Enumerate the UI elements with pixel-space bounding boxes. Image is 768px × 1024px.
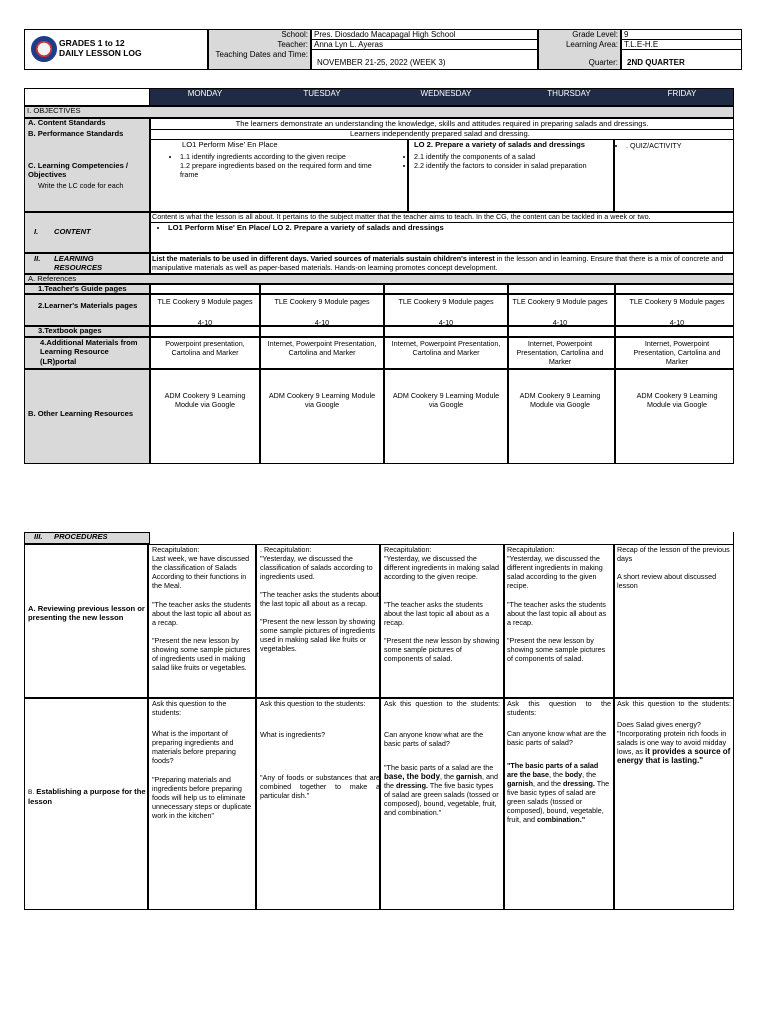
additional-value-tue: Internet, Powerpoint Presentation, Cartolina and Marker	[267, 339, 377, 357]
teacher-label: Teacher:	[277, 40, 308, 49]
purpose-thu-a5: The five basic types of salad are green salads (tossed or composed), bound, vegetable, fruit, and	[507, 779, 610, 824]
review-mon-p2: Last week, we have discussed the classification of Salads According to their functions in the Meal.	[152, 554, 250, 590]
dates-value: NOVEMBER 21-25, 2022 (WEEK 3)	[317, 58, 446, 67]
purpose-thu-a-dressing: dressing.	[562, 779, 595, 788]
purpose-thu-a1: "The basic parts of a salad are the	[507, 761, 599, 779]
other-resources-cell-4	[614, 369, 734, 464]
day-header-friday: FRIDAY	[667, 89, 697, 98]
performance-standards-label: B. Performance Standards	[28, 129, 124, 138]
lo1-title: LO1 Perform Mise' En Place	[182, 140, 278, 149]
school-value: Pres. Diosdado Macapagal High School	[314, 30, 456, 39]
resources-note-bold: List the materials to be used in different days. Varied sources of materials sustain children's interest	[152, 254, 495, 263]
review-fri-p2: A short review about discussed lesson	[617, 572, 717, 590]
tg-pages-label: 1.Teacher's Guide pages	[38, 284, 127, 293]
other-value-wed: ADM Cookery 9 Learning Module via Google	[392, 391, 500, 409]
content-note: Content is what the lesson is all about. It pertains to the subject matter that the teacher aims to teach. In the CG, the content can be tackled in a week or two.	[152, 212, 651, 221]
tg-pages-cell-0	[150, 284, 260, 294]
purpose-wed-answer	[384, 763, 500, 817]
purpose-cell-mon	[152, 699, 256, 820]
purpose-label-num: B.	[28, 789, 35, 796]
purpose-tue-question: What is ingredients?	[260, 730, 326, 739]
quarter-label: Quarter:	[588, 58, 618, 67]
other-value-tue: ADM Cookery 9 Learning Module via Google	[268, 391, 376, 409]
review-tue-p4: "Present the new lesson by showing some sample pictures of ingredients used in making salad like fruits or vegetables.	[260, 617, 376, 653]
purpose-wed-a-garnish: garnish	[456, 772, 482, 781]
school-label: School:	[281, 30, 308, 39]
lo1-list	[166, 152, 380, 179]
textbook-pages-cell-4	[614, 326, 734, 337]
review-thu-p3: "The teacher asks the students about the last topic all about as a recap.	[507, 600, 607, 627]
purpose-cell-wed	[384, 699, 500, 817]
lm-value-thu: TLE Cookery 9 Module pages	[512, 297, 608, 306]
purpose-wed-a1: "The basic parts of a salad are the	[384, 763, 494, 772]
other-value-mon: ADM Cookery 9 Learning Module via Google	[164, 391, 246, 409]
procedures-right-edge	[733, 532, 734, 544]
lo2-title: LO 2. Prepare a variety of salads and dressings	[414, 140, 585, 149]
objectives-heading: I. OBJECTIVES	[27, 106, 81, 115]
content-label-num: I.	[34, 227, 39, 236]
review-mon-p3: "The teacher asks the students about the last topic all about as a recap.	[152, 600, 252, 627]
references-label: A. References	[28, 274, 77, 283]
day-header-wednesday: WEDNESDAY	[420, 89, 472, 98]
tg-pages-cell-2	[384, 284, 508, 294]
lo2-item-2: • 2.2 identify the factors to consider in salad preparation	[414, 161, 600, 170]
content-label: CONTENT	[54, 227, 91, 236]
tg-pages-cell-1	[260, 284, 384, 294]
purpose-cell-fri	[617, 699, 731, 765]
content-value	[154, 223, 714, 232]
purpose-thu-ask: Ask this question to the students:	[507, 699, 611, 717]
lo2-list	[400, 152, 600, 170]
purpose-label	[28, 787, 148, 807]
procedures-heading-num: III.	[34, 532, 43, 541]
lc-code-note: Write the LC code for each	[38, 181, 124, 190]
additional-materials-label: 4.Additional Materials from Learning Resource (LR)portal	[40, 338, 138, 366]
tg-pages-cell-4	[614, 284, 734, 294]
resources-label-num: II.	[34, 254, 41, 263]
purpose-thu-question: Can anyone know what are the basic parts of salad?	[507, 729, 607, 747]
additional-value-thu: Internet, Powerpoint Presentation, Cartolina and Marker	[516, 339, 604, 366]
purpose-mon-question: What is the important of preparing ingredients and materials before preparing foods?	[152, 729, 236, 765]
additional-value-mon: Powerpoint presentation, Cartolina and Marker	[165, 339, 245, 357]
lo1-item-2: 1.2 prepare ingredients based on the required form and time frame	[180, 161, 372, 179]
lm-value-wed: TLE Cookery 9 Module pages	[398, 297, 494, 306]
purpose-wed-a4: The five basic types of salad are green salads (tossed or composed), bound, vegetable, fruit, and combination."	[384, 781, 499, 817]
purpose-fri-a1: "Incorporating protein rich foods in salads is one way to avoid midday lows, as	[617, 729, 727, 756]
purpose-thu-answer	[507, 761, 611, 824]
content-standards-value: The learners demonstrate an understanding the knowledge, skills and attitudes required in preparing salads and dressings.	[235, 119, 649, 128]
lm-value-tue: TLE Cookery 9 Module pages	[274, 297, 370, 306]
purpose-thu-a-comb: combination."	[536, 815, 586, 824]
resources-note-rest: in the lesson and in learning. Ensure that there is a mix of concrete and manipulative materials as well as paper-based materials. Hands-on learning promotes concept development.	[152, 254, 724, 272]
review-wed-p2: "Yesterday, we discussed the different ingredients in making salad according to the given recipe.	[384, 554, 499, 581]
competency-lo2-cell	[408, 139, 614, 212]
other-value-thu: ADM Cookery 9 Learning Module via Google	[519, 391, 601, 409]
purpose-cell-thu	[507, 699, 611, 824]
review-mon-p1: Recapitulation:	[152, 545, 200, 554]
quarter-value: 2ND QUARTER	[627, 58, 685, 67]
purpose-mon-ask: Ask this question to the students:	[152, 699, 227, 717]
procedures-heading: PROCEDURES	[54, 532, 108, 541]
review-tue-p1: . Recapitulation:	[260, 545, 312, 554]
other-resources-cell-1	[260, 369, 384, 464]
purpose-mon-answer: "Preparing materials and ingredients before preparing foods will help us to eliminate unnecessary steps or duplicate work in the kitchen"	[152, 775, 252, 820]
purpose-thu-a3: , the	[582, 770, 597, 779]
purpose-label-text: Establishing a purpose for the lesson	[28, 787, 146, 807]
textbook-pages-cell-1	[260, 326, 384, 337]
purpose-wed-question: Can anyone know what are the basic parts of salad?	[384, 730, 484, 748]
review-thu-p1: Recapitulation:	[507, 545, 555, 554]
friday-quiz-item: • . QUIZ/ACTIVITY	[626, 141, 730, 150]
day-header-monday: MONDAY	[187, 89, 223, 98]
purpose-wed-a-dressing: dressing.	[396, 781, 428, 790]
lm-range-fri: 4-10	[669, 318, 685, 327]
purpose-thu-a2: , the	[548, 770, 565, 779]
content-standards-label: A. Content Standards	[28, 118, 106, 127]
textbook-pages-cell-2	[384, 326, 508, 337]
lm-value-fri: TLE Cookery 9 Module pages	[629, 297, 725, 306]
daily-lesson-log-title: DAILY LESSON LOG	[59, 48, 142, 58]
purpose-thu-a-body: body	[564, 770, 583, 779]
purpose-fri-answer	[617, 729, 731, 765]
review-tue-p3: "The teacher asks the students about the last topic all about as a recap.	[260, 590, 379, 608]
friday-quiz	[612, 141, 730, 150]
purpose-fri-a-bold: it provides a source of energy that is lasting."	[617, 747, 731, 765]
purpose-thu-a-garnish: garnish	[507, 779, 533, 788]
resources-note	[152, 254, 732, 272]
purpose-wed-a-bold: base, the body	[384, 772, 441, 781]
grade-level-label: Grade Level:	[572, 30, 618, 39]
purpose-wed-ask: Ask this question to the students:	[384, 699, 500, 708]
review-mon-p4: "Present the new lesson by showing some sample pictures of ingredients used in making salad like fruits or vegetables.	[152, 636, 251, 672]
lo1-item-1: • 1.1 identify ingredients according to the given recipe	[180, 152, 380, 161]
review-wed-p1: Recapitulation:	[384, 545, 432, 554]
review-cell-mon	[152, 545, 256, 672]
review-label: A. Reviewing previous lesson or presenting the new lesson	[28, 604, 145, 623]
textbook-pages-cell-0	[150, 326, 260, 337]
additional-value-wed: Internet, Powerpoint Presentation, Cartolina and Marker	[391, 339, 501, 357]
purpose-cell-tue	[260, 699, 380, 800]
purpose-fri-ask: Ask this question to the students:	[617, 699, 731, 708]
purpose-wed-a2: , the	[440, 772, 456, 781]
lm-range-wed: 4-10	[438, 318, 454, 327]
day-header-thursday: THURSDAY	[547, 89, 591, 98]
review-thu-p2: "Yesterday, we discussed the different ingredients in making salad according to the given recipe.	[507, 554, 603, 590]
review-thu-p4: "Present the new lesson by showing some sample pictures of components of salad.	[507, 636, 606, 663]
other-resources-cell-0	[150, 369, 260, 464]
other-value-fri: ADM Cookery 9 Learning Module via Google	[636, 391, 718, 409]
lm-range-mon: 4-10	[197, 318, 213, 327]
purpose-fri-question: Does Salad gives energy?	[617, 720, 701, 729]
lm-pages-label: 2.Learner's Materials pages	[38, 301, 138, 310]
review-cell-wed	[384, 545, 500, 663]
lm-value-mon: TLE Cookery 9 Module pages	[157, 297, 253, 306]
learning-area-label: Learning Area:	[565, 40, 618, 49]
dates-label: Teaching Dates and Time:	[215, 50, 308, 59]
tg-pages-cell-3	[508, 284, 616, 294]
lo2-item-1: • 2.1 identify the components of a salad	[414, 152, 600, 161]
resources-label: LEARNING RESOURCES	[54, 254, 103, 273]
review-tue-p2: "Yesterday, we discussed the classification of salads according to ingredients used.	[260, 554, 373, 581]
grade-level-value: 9	[624, 30, 629, 39]
review-wed-p3: "The teacher asks the students about the last topic all about as a recap.	[384, 600, 490, 627]
purpose-tue-answer: "Any of foods or substances that are combined together to make a particular dish."	[260, 773, 380, 800]
review-wed-p4: "Present the new lesson by showing some sample pictures of components of salad.	[384, 636, 500, 663]
lm-range-thu: 4-10	[552, 318, 568, 327]
other-resources-cell-3	[508, 369, 616, 464]
day-header-blank	[24, 88, 150, 106]
purpose-thu-a-base: base	[532, 770, 549, 779]
references-row	[24, 274, 734, 284]
purpose-tue-ask: Ask this question to the students:	[260, 699, 366, 708]
review-cell-thu	[507, 545, 611, 663]
teacher-value: Anna Lyn L. Ayeras	[314, 40, 383, 49]
learning-competencies-label: C. Learning Competencies / Objectives	[28, 161, 129, 180]
textbook-pages-label: 3.Textbook pages	[38, 326, 102, 335]
objectives-heading-row	[24, 106, 734, 118]
additional-value-fri: Internet, Powerpoint Presentation, Cartolina and Marker	[633, 339, 721, 366]
day-header-tuesday: TUESDAY	[303, 89, 341, 98]
other-resources-label: B. Other Learning Resources	[28, 409, 134, 418]
grades-title: GRADES 1 to 12	[59, 38, 125, 48]
purpose-wed-a3: , and the	[384, 772, 498, 790]
lm-range-tue: 4-10	[314, 318, 330, 327]
review-cell-tue	[260, 545, 380, 653]
review-cell-fri	[617, 545, 731, 590]
performance-standards-value: Learners independently prepared salad and dressing.	[350, 129, 530, 138]
textbook-pages-cell-3	[508, 326, 616, 337]
content-value-item: • LO1 Perform Mise' En Place/ LO 2. Prepare a variety of salads and dressings	[168, 223, 714, 232]
review-fri-p1: Recap of the lesson of the previous days	[617, 545, 730, 563]
purpose-thu-a4: , and the	[532, 779, 563, 788]
other-resources-cell-2	[384, 369, 508, 464]
learning-area-value: T.L.E-H.E	[624, 40, 659, 49]
